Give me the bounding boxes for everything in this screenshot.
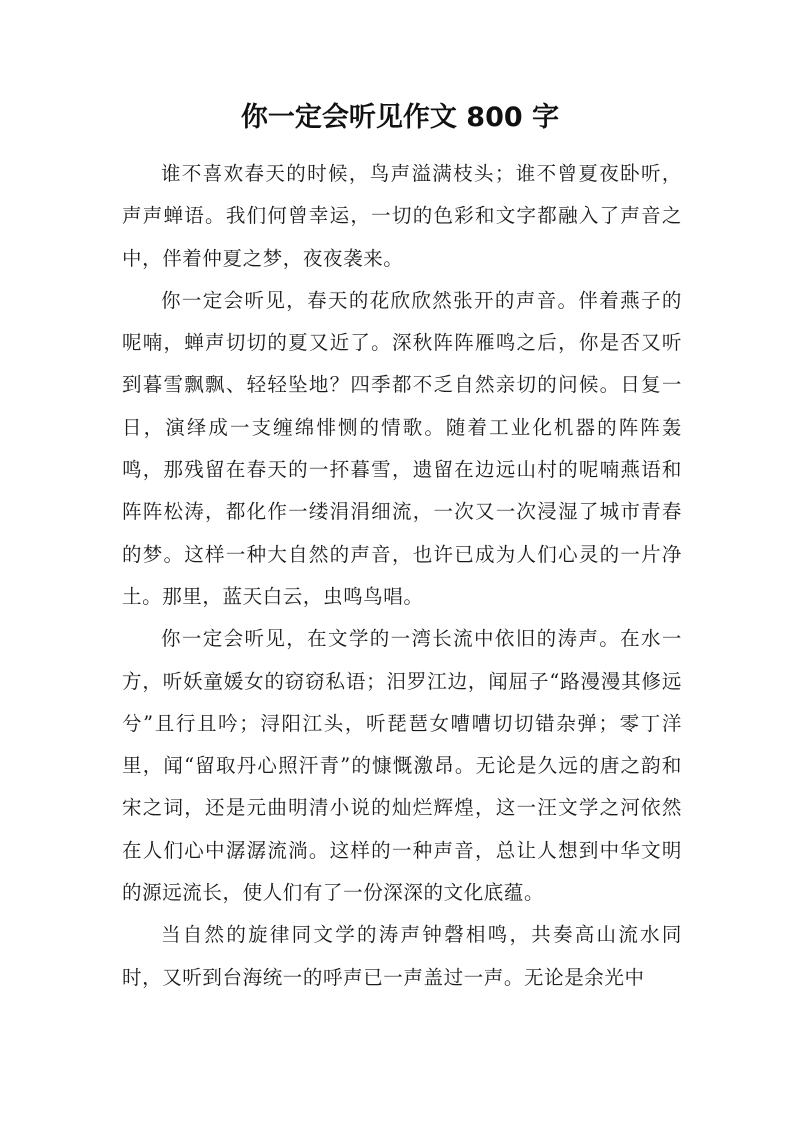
paragraph-3: 你一定会听见，在文学的一湾长流中依旧的涛声。在水一方，听妖童媛女的窃窃私语；汨罗江边，闻屈子“路漫漫其修远兮”且行且吟；浔阳江头，听琵琶女嘈嘈切切错杂弹；零丁洋里，闻“留取丹心照汗青”的慷慨激昂。无论是久远的唐之韵和宋之词，还是元曲明清小说的灿烂辉煌，这一汪文学之河依然在人们心中潺潺流淌。这样的一种声音，总让人想到中华文明的源远流长，使人们有了一份深深的文化底蕴。 [122, 627, 682, 905]
page-title: 你一定会听见作文 800 字 [240, 102, 560, 133]
paragraph-1: 谁不喜欢春天的时候，鸟声溢满枝头；谁不曾夏夜卧听，声声蝉语。我们何曾幸运，一切的色彩和文字都融入了声音之中，伴着仲夏之梦，夜夜袭来。 [122, 162, 682, 270]
paragraph-2: 你一定会听见，春天的花欣欣然张开的声音。伴着燕子的呢喃，蝉声切切的夏又近了。深秋阵阵雁鸣之后，你是否又听到暮雪飘飘、轻轻坠地？四季都不乏自然亲切的问候。日复一日，演绎成一支缠绵悱恻的情歌。随着工业化机器的阵阵轰鸣，那残留在春天的一抔暮雪，遗留在边远山村的呢喃燕语和阵阵松涛，都化作一缕涓涓细流，一次又一次浸湿了城市青春的梦。这样一种大自然的声音，也许已成为人们心灵的一片净土。那里，蓝天白云，虫鸣鸟唱。 [122, 288, 682, 608]
essay-body [122, 153, 682, 999]
paragraph-4: 当自然的旋律同文学的涛声钟磬相鸣，共奏高山流水同时，又听到台海统一的呼声已一声盖过一声。无论是余光中 [122, 923, 682, 989]
